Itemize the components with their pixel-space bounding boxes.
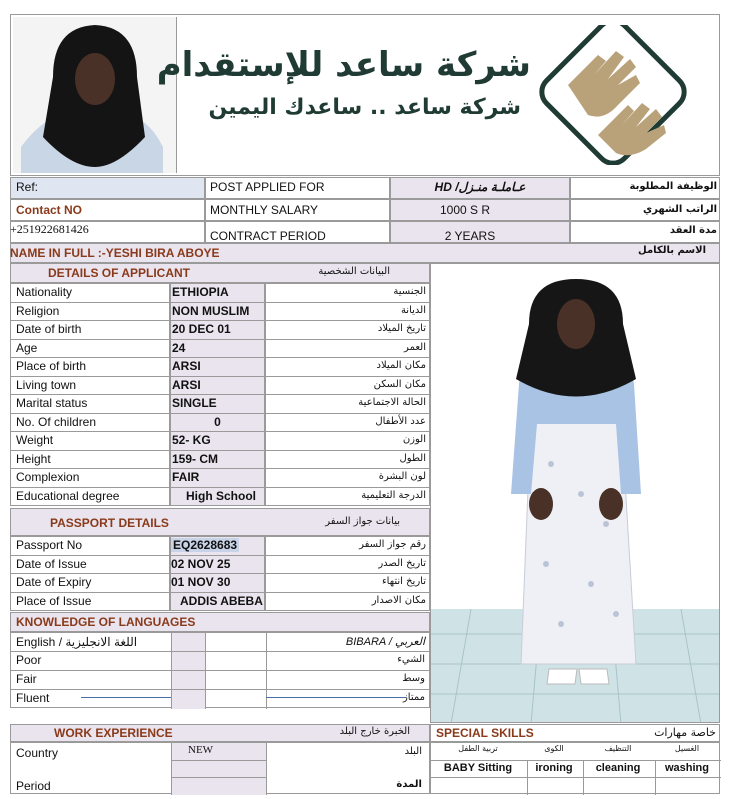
post-ar-label: الوظيفة المطلوبة	[629, 181, 717, 192]
detail-value: 0	[214, 414, 221, 429]
detail-ar-label: لون البشرة	[378, 471, 426, 482]
full-name-ar: الاسم بالكامل	[638, 245, 706, 256]
skills-title-ar: خاصة مهارات	[654, 726, 716, 739]
detail-ar-label: الطول	[399, 452, 426, 464]
passport-value: ADDIS ABEBA	[180, 593, 263, 608]
detail-ar-label: الجنسية	[393, 286, 426, 297]
company-logo	[538, 25, 688, 165]
detail-ar-label: العمر	[404, 341, 426, 353]
languages-title: KNOWLEDGE OF LANGUAGES	[16, 615, 196, 629]
skill-label: ironing	[535, 762, 573, 774]
detail-ar-label: مكان الميلاد	[376, 360, 426, 371]
detail-label: Place of birth	[16, 359, 87, 373]
country-value: NEW	[188, 744, 214, 756]
period-label: Period	[16, 779, 51, 793]
portrait-photo	[13, 17, 177, 173]
full-name: NAME IN FULL :-YESHI BIRA ABOYE	[10, 246, 220, 260]
company-name: شركة ساعد للإستقدام	[156, 45, 531, 85]
skills-title: SPECIAL SKILLS	[436, 726, 534, 740]
passport-label: Passport No	[16, 538, 83, 552]
ref-label: Ref:	[16, 180, 39, 194]
detail-ar-label: الوزن	[402, 434, 426, 445]
ref-cell	[10, 177, 205, 199]
language-level-ar: ممتاز	[402, 692, 425, 703]
post-label: POST APPLIED FOR	[210, 180, 325, 194]
detail-label: Living town	[16, 377, 77, 392]
skill-ar-label: تربية الطفل	[458, 744, 498, 753]
experience-title: WORK EXPERIENCE	[54, 726, 173, 740]
detail-label: No. Of children	[16, 414, 97, 429]
detail-ar-label: عدد الأطفال	[375, 415, 426, 427]
passport-ar-label: رقم جواز السفر	[359, 539, 426, 550]
contact-label: Contact NO	[16, 203, 82, 217]
period-ar: المدة	[396, 779, 422, 790]
skill-ar-label: التنظيف	[604, 744, 632, 753]
language-level-label: Fluent	[16, 691, 50, 705]
experience-title-ar: الخبرة خارج البلد	[339, 726, 410, 737]
details-title: DETAILS OF APPLICANT	[48, 266, 190, 280]
job-info-table	[10, 177, 720, 243]
skill-label: BABY Sitting	[443, 762, 513, 774]
detail-label: Marital status	[16, 396, 88, 410]
passport-ar-label: تاريخ انتهاء	[381, 576, 426, 587]
detail-value: ETHIOPIA	[172, 285, 229, 299]
detail-label: Height	[16, 451, 51, 466]
passport-title-ar: بيانات جواز السفر	[325, 516, 400, 527]
english-label: English / اللغة الانجليزية	[16, 635, 138, 649]
detail-ar-label: تاريخ الميلاد	[377, 323, 426, 334]
detail-value: 24	[172, 340, 186, 355]
detail-ar-label: الديانة	[400, 304, 426, 316]
detail-label: Educational degree	[16, 488, 120, 503]
passport-label: Date of Expiry	[16, 575, 92, 589]
detail-value: NON MUSLIM	[172, 303, 250, 318]
details-title-ar: البيانات الشخصية	[318, 266, 390, 277]
portrait-figure-icon	[13, 17, 177, 173]
detail-label: Religion	[16, 303, 60, 318]
company-slogan: شركة ساعد .. ساعدك اليمين	[208, 95, 521, 120]
language-level-label: Poor	[16, 653, 42, 667]
detail-value: ARSI	[172, 377, 201, 392]
post-value: HD /عـاملـة منـزل	[434, 180, 526, 194]
detail-ar-label: الحالة الاجتماعية	[358, 397, 426, 408]
passport-value: 02 NOV 25	[171, 556, 231, 571]
detail-label: Nationality	[16, 285, 73, 299]
contract-ar-label: مدة العقد	[669, 225, 717, 236]
detail-value: 20 DEC 01	[172, 322, 231, 336]
country-ar: البلد	[404, 746, 422, 757]
detail-ar-label: الدرجة التعليمية	[361, 489, 426, 501]
passport-ar-label: تاريخ الصدر	[378, 557, 426, 569]
salary-label: MONTHLY SALARY	[210, 203, 319, 217]
detail-value: 159- CM	[172, 451, 219, 466]
detail-value: FAIR	[172, 470, 200, 484]
passport-table	[10, 536, 430, 610]
passport-value: EQ2628683	[173, 538, 238, 552]
phone-number: +251922681426	[10, 222, 89, 236]
contract-label: CONTRACT PERIOD	[210, 229, 326, 243]
language-level-ar: الشيء	[397, 654, 425, 665]
header	[10, 14, 720, 176]
passport-label: Date of Issue	[16, 556, 87, 571]
country-label: Country	[16, 746, 59, 760]
detail-value: 52- KG	[172, 433, 211, 447]
skill-ar-label: الغسيل	[674, 744, 700, 753]
skill-label: washing	[664, 762, 709, 774]
salary-value: 1000 S R	[439, 203, 491, 217]
language-level-ar: وسط	[402, 673, 425, 684]
passport-label: Place of Issue	[16, 593, 92, 608]
detail-value: High School	[186, 488, 256, 503]
helping-hands-logo-icon	[538, 25, 688, 165]
standing-figure-icon	[431, 264, 720, 723]
salary-ar-label: الراتب الشهري	[643, 204, 717, 215]
detail-ar-label: مكان السكن	[373, 378, 426, 390]
detail-label: Age	[16, 340, 38, 355]
detail-label: Weight	[16, 433, 54, 447]
detail-value: SINGLE	[172, 396, 217, 410]
passport-title: PASSPORT DETAILS	[50, 516, 169, 530]
skill-ar-label: الكوى	[544, 744, 564, 753]
skill-label: cleaning	[595, 762, 641, 774]
details-table	[10, 283, 430, 505]
language-level-label: Fair	[16, 672, 37, 686]
full-body-photo	[430, 263, 720, 723]
detail-value: ARSI	[172, 359, 201, 373]
passport-ar-label: مكان الاصدار	[371, 594, 426, 606]
detail-label: Complexion	[16, 470, 80, 484]
detail-label: Date of birth	[16, 322, 82, 336]
contract-value: 2 YEARS	[444, 229, 496, 243]
arabic-label: BIBARA / العربي	[345, 636, 425, 648]
passport-value: 01 NOV 30	[171, 575, 231, 589]
